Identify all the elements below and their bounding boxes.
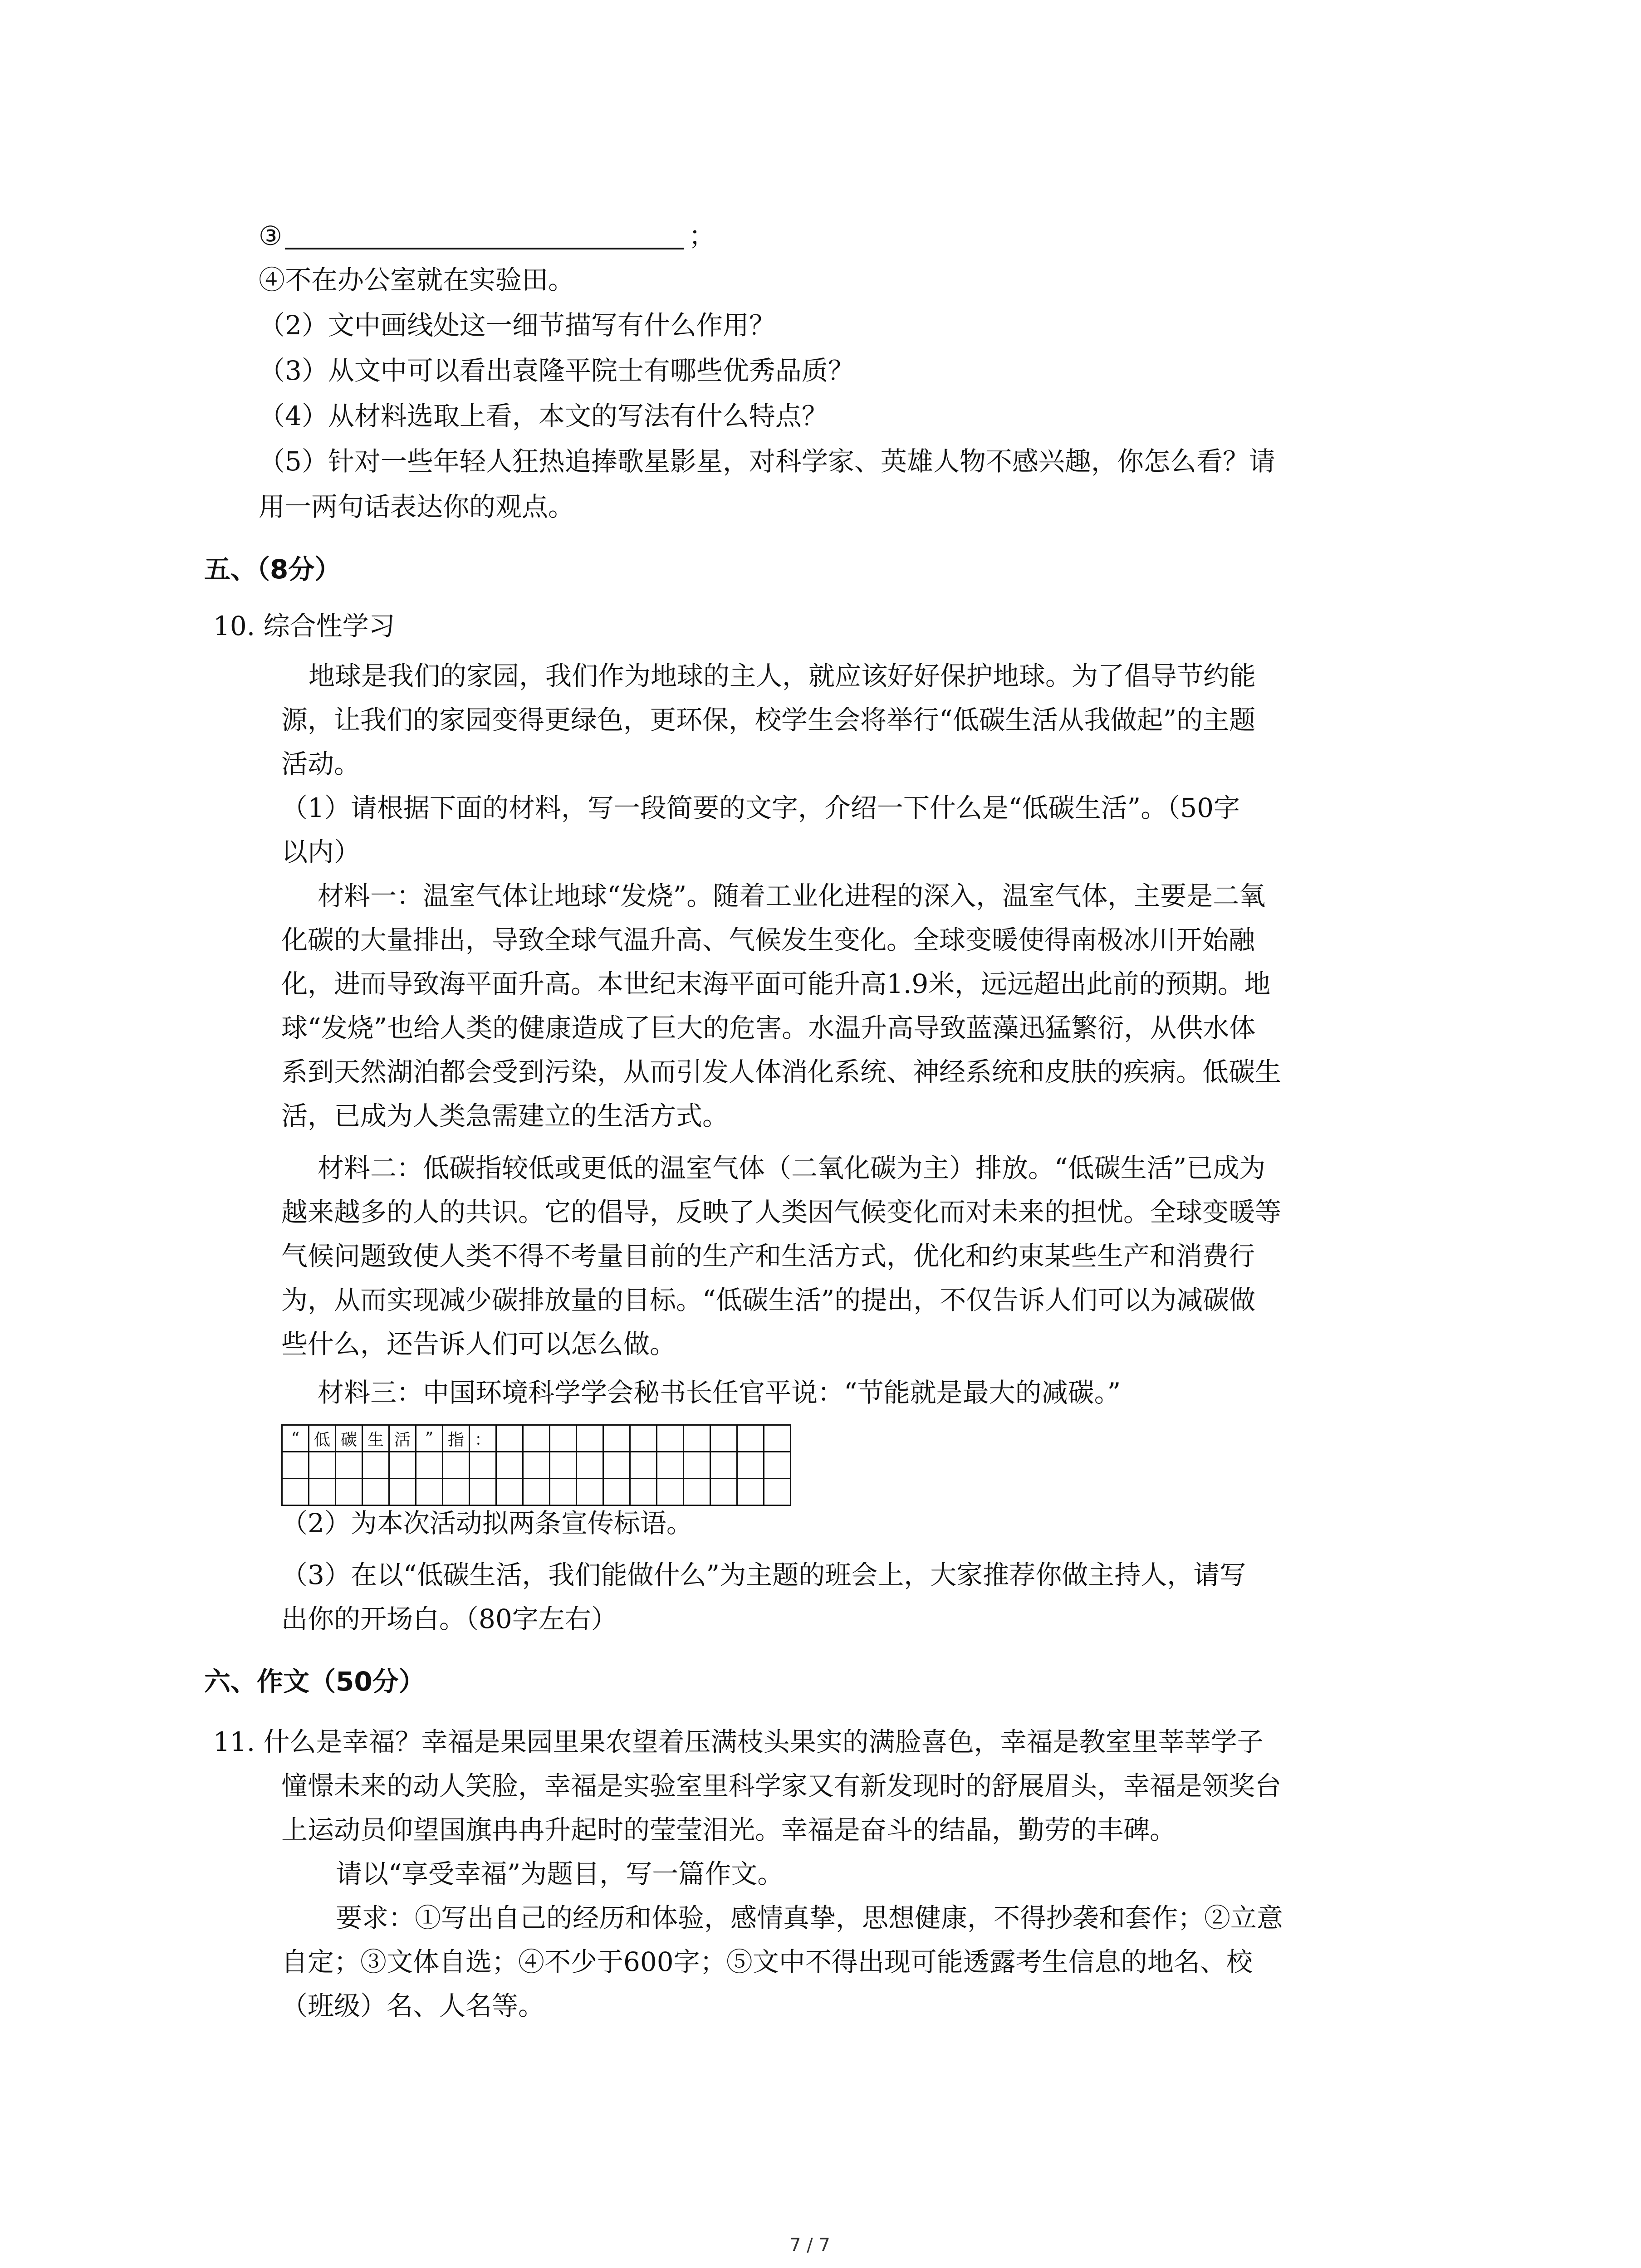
grid-cell[interactable] bbox=[764, 1425, 791, 1452]
grid-cell[interactable] bbox=[630, 1479, 657, 1505]
q11-line: 11. 什么是幸福？幸福是果园里果农望着压满枝头果实的满脸喜色，幸福是教室里莘莘学子 bbox=[213, 1726, 1264, 1757]
q9-sub4: （4）从材料选取上看，本文的写法有什么特点？ bbox=[259, 401, 828, 431]
answer-grid[interactable] bbox=[281, 1424, 791, 1506]
grid-cell[interactable] bbox=[684, 1479, 710, 1505]
q10-intro-line: 活动。 bbox=[281, 748, 361, 779]
q9-sub5-line2: 用一两句话表达你的观点。 bbox=[259, 491, 575, 522]
q10-intro-line: 地球是我们的家园，我们作为地球的主人，就应该好好保护地球。为了倡导节约能 bbox=[309, 660, 1256, 691]
material3-line: 材料三：中国环境科学学会秘书长任官平说：“节能就是最大的减碳。” bbox=[318, 1377, 1121, 1408]
q11-line: 上运动员仰望国旗冉冉升起时的莹莹泪光。幸福是奋斗的结晶，勤劳的丰碑。 bbox=[281, 1814, 1176, 1845]
material1-line: 材料一：温室气体让地球“发烧”。随着工业化进程的深入，温室气体，主要是二氧 bbox=[318, 880, 1266, 911]
grid-cell[interactable] bbox=[764, 1479, 791, 1505]
grid-cell[interactable] bbox=[630, 1452, 657, 1479]
material2-line: 为，从而实现减少碳排放量的目标。“低碳生活”的提出，不仅告诉人们可以为减碳做 bbox=[281, 1285, 1256, 1315]
answer-blank[interactable] bbox=[285, 222, 684, 249]
grid-cell[interactable] bbox=[710, 1452, 737, 1479]
material1-line: 化碳的大量排出，导致全球气温升高、气候发生变化。全球变暖使得南极冰川开始融 bbox=[281, 924, 1255, 955]
grid-cell[interactable] bbox=[416, 1479, 443, 1505]
grid-cell[interactable] bbox=[416, 1452, 443, 1479]
q10-title: 10. 综合性学习 bbox=[213, 611, 395, 641]
grid-cell[interactable] bbox=[523, 1479, 550, 1505]
grid-cell[interactable]: 指 bbox=[443, 1425, 470, 1452]
q9-item4: ④不在办公室就在实验田。 bbox=[259, 264, 575, 295]
grid-cell[interactable] bbox=[389, 1452, 416, 1479]
grid-cell[interactable] bbox=[710, 1425, 737, 1452]
grid-cell[interactable] bbox=[577, 1425, 603, 1452]
essay-requirements-line: 要求：①写出自己的经历和体验，感情真挚，思想健康，不得抄袭和套作；②立意 bbox=[336, 1902, 1283, 1933]
q9-sub3: （3）从文中可以看出袁隆平院士有哪些优秀品质？ bbox=[259, 355, 854, 386]
grid-cell[interactable] bbox=[470, 1479, 496, 1505]
grid-cell[interactable] bbox=[737, 1479, 764, 1505]
grid-cell[interactable] bbox=[389, 1479, 416, 1505]
grid-cell[interactable]: ： bbox=[470, 1425, 496, 1452]
grid-cell[interactable] bbox=[496, 1479, 523, 1505]
grid-cell[interactable]: ” bbox=[416, 1425, 443, 1452]
grid-cell[interactable]: 生 bbox=[362, 1425, 389, 1452]
material2-line: 材料二：低碳指较低或更低的温室气体（二氧化碳为主）排放。“低碳生活”已成为 bbox=[318, 1153, 1266, 1183]
grid-cell[interactable]: 碳 bbox=[336, 1425, 362, 1452]
grid-cell[interactable] bbox=[523, 1452, 550, 1479]
grid-cell[interactable] bbox=[282, 1479, 309, 1505]
essay-requirements-line: （班级）名、人名等。 bbox=[281, 1990, 545, 2021]
q10-sub1-line: 以内） bbox=[281, 836, 361, 867]
grid-cell[interactable] bbox=[630, 1425, 657, 1452]
grid-cell[interactable] bbox=[764, 1452, 791, 1479]
grid-cell[interactable] bbox=[657, 1452, 684, 1479]
grid-cell[interactable] bbox=[577, 1452, 603, 1479]
material1-line: 活，已成为人类急需建立的生活方式。 bbox=[281, 1100, 729, 1131]
q10-intro-line: 源，让我们的家园变得更绿色，更环保，校学生会将举行“低碳生活从我做起”的主题 bbox=[281, 704, 1256, 735]
grid-cell[interactable] bbox=[362, 1479, 389, 1505]
q9-sub2: （2）文中画线处这一细节描写有什么作用？ bbox=[259, 310, 775, 341]
page-number: 7 / 7 bbox=[789, 2235, 830, 2256]
grid-cell[interactable]: 活 bbox=[389, 1425, 416, 1452]
grid-cell[interactable] bbox=[496, 1425, 523, 1452]
grid-cell[interactable]: 低 bbox=[309, 1425, 336, 1452]
grid-cell[interactable] bbox=[443, 1452, 470, 1479]
grid-cell[interactable] bbox=[657, 1479, 684, 1505]
q10-sub3-line: （3）在以“低碳生活，我们能做什么”为主题的班会上，大家推荐你做主持人，请写 bbox=[281, 1559, 1246, 1590]
material1-line: 球“发烧”也给人类的健康造成了巨大的危害。水温升高导致蓝藻迅猛繁衍，从供水体 bbox=[281, 1012, 1256, 1043]
material2-line: 些什么，还告诉人们可以怎么做。 bbox=[281, 1329, 676, 1359]
grid-cell[interactable] bbox=[603, 1425, 630, 1452]
grid-cell[interactable] bbox=[710, 1479, 737, 1505]
grid-row bbox=[282, 1452, 791, 1479]
grid-cell[interactable] bbox=[737, 1425, 764, 1452]
material2-line: 越来越多的人的共识。它的倡导，反映了人类因气候变化而对未来的担忧。全球变暖等 bbox=[281, 1197, 1282, 1227]
grid-cell[interactable] bbox=[362, 1452, 389, 1479]
grid-cell[interactable]: “ bbox=[282, 1425, 309, 1452]
essay-requirements-line: 自定；③文体自选；④不少于600字；⑤文中不得出现可能透露考生信息的地名、校 bbox=[281, 1946, 1253, 1977]
section6-heading: 六、作文（50分） bbox=[204, 1666, 425, 1697]
q11-line: 憧憬未来的动人笑脸，幸福是实验室里科学家又有新发现时的舒展眉头，幸福是领奖台 bbox=[281, 1770, 1282, 1801]
material1-line: 化，进而导致海平面升高。本世纪末海平面可能升高1.9米，远远超出此前的预期。地 bbox=[281, 968, 1271, 999]
grid-cell[interactable] bbox=[684, 1425, 710, 1452]
grid-cell[interactable] bbox=[603, 1452, 630, 1479]
grid-cell[interactable] bbox=[336, 1479, 362, 1505]
grid-cell[interactable] bbox=[443, 1479, 470, 1505]
grid-cell[interactable] bbox=[550, 1425, 577, 1452]
material2-line: 气候问题致使人类不得不考量目前的生产和生活方式，优化和约束某些生产和消费行 bbox=[281, 1241, 1255, 1271]
q10-sub3-line: 出你的开场白。（80字左右） bbox=[281, 1603, 617, 1634]
grid-cell[interactable] bbox=[550, 1479, 577, 1505]
material1-line: 系到天然湖泊都会受到污染，从而引发人体消化系统、神经系统和皮肤的疾病。低碳生 bbox=[281, 1056, 1282, 1087]
q9-item3-prefix: ③ bbox=[259, 220, 282, 251]
grid-row bbox=[282, 1425, 791, 1452]
q9-item3 bbox=[259, 218, 715, 254]
grid-cell[interactable] bbox=[577, 1479, 603, 1505]
grid-row bbox=[282, 1479, 791, 1505]
grid-cell[interactable] bbox=[523, 1425, 550, 1452]
essay-prompt: 请以“享受幸福”为题目，写一篇作文。 bbox=[336, 1858, 784, 1889]
grid-cell[interactable] bbox=[657, 1425, 684, 1452]
grid-cell[interactable] bbox=[282, 1452, 309, 1479]
grid-cell[interactable] bbox=[309, 1479, 336, 1505]
section5-heading: 五、（8分） bbox=[204, 554, 341, 585]
grid-cell[interactable] bbox=[737, 1452, 764, 1479]
grid-cell[interactable] bbox=[470, 1452, 496, 1479]
grid-cell[interactable] bbox=[336, 1452, 362, 1479]
q9-sub5-line1: （5）针对一些年轻人狂热追捧歌星影星，对科学家、英雄人物不感兴趣，你怎么看？请 bbox=[259, 446, 1275, 477]
grid-cell[interactable] bbox=[309, 1452, 336, 1479]
grid-cell[interactable] bbox=[496, 1452, 523, 1479]
q10-sub1-line: （1）请根据下面的材料，写一段简要的文字，介绍一下什么是“低碳生活”。（50字 bbox=[281, 792, 1240, 823]
grid-cell[interactable] bbox=[684, 1452, 710, 1479]
q9-item3-suffix: ； bbox=[689, 220, 715, 251]
q10-sub2: （2）为本次活动拟两条宣传标语。 bbox=[281, 1508, 693, 1539]
grid-cell[interactable] bbox=[603, 1479, 630, 1505]
grid-cell[interactable] bbox=[550, 1452, 577, 1479]
